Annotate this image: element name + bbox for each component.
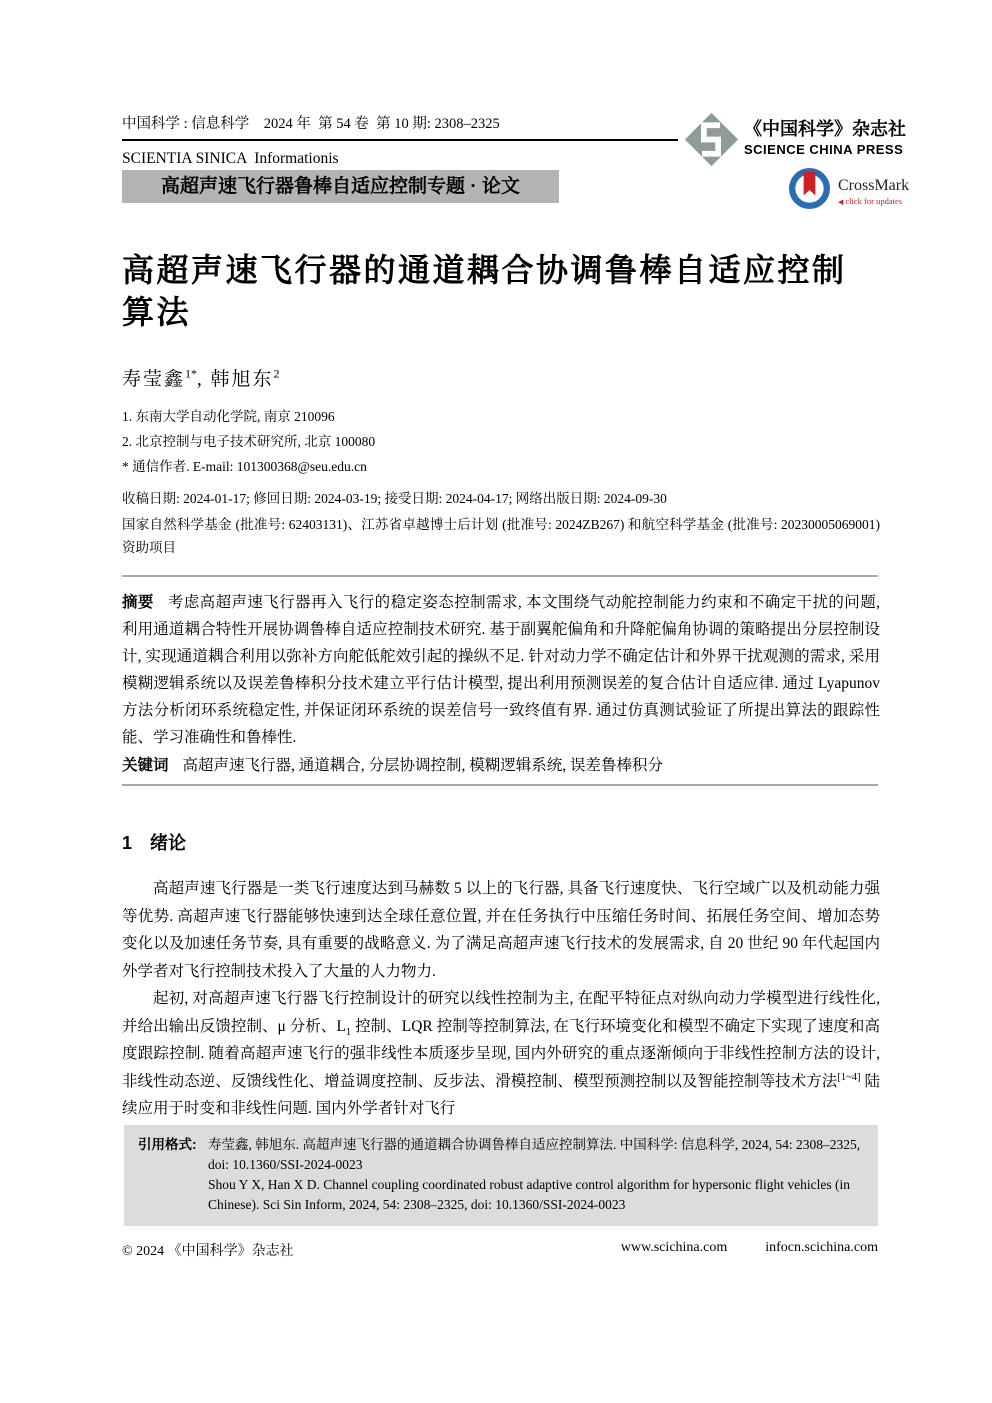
abstract-block	[122, 589, 880, 751]
citation-english: Shou Y X, Han X D. Channel coupling coordinated robust adaptive control algorithm for hypersonic flight vehicles (in Chinese). Sci Sin Inform, 2024, 54: 2308–2325, doi: 10.1360/SSI-2024-0023	[208, 1177, 850, 1212]
author-name: 韩旭东	[210, 369, 274, 390]
citation-chinese: 寿莹鑫, 韩旭东. 高超声速飞行器的通道耦合协调鲁棒自适应控制算法. 中国科学: 信息科学, 2024, 54: 2308–2325, doi: 10.1360/SSI-2024-0023	[208, 1137, 861, 1172]
main-content	[122, 829, 880, 1123]
crossmark-text-block	[838, 177, 909, 206]
press-name-en: SCIENCE CHINA PRESS	[744, 142, 904, 157]
crossmark-icon	[788, 167, 831, 215]
paper-title-line-1: 高超声速飞行器的通道耦合协调鲁棒自适应控制	[122, 252, 847, 288]
authors-line	[122, 364, 280, 391]
keywords-block	[122, 753, 880, 775]
citation-label: 引用格式:	[138, 1137, 197, 1152]
keywords-text: 高超声速飞行器, 通道耦合, 分层协调控制, 模糊逻辑系统, 误差鲁棒积分	[182, 757, 664, 774]
science-china-press-logo-icon	[683, 111, 740, 168]
copyright-notice: © 2024 《中国科学》杂志社	[122, 1244, 294, 1259]
press-name-block	[744, 118, 906, 157]
divider-bottom	[122, 784, 878, 786]
header-rule	[122, 139, 678, 141]
dates-line: 收稿日期: 2024-01-17; 修回日期: 2024-03-19; 接受日期: 2024-04-17; 网络出版日期: 2024-09-30	[122, 491, 667, 506]
body-paragraph-2: 起初, 对高超声速飞行器飞行控制设计的研究以线性控制为主, 在配平特征点对纵向动力学模型进行线性化, 并给出输出反馈控制、μ 分析、$L_1$ 控制、LQR 控制等控制算法, 在飞行环境变化和模型不确定下实现了速度和高度跟踪控制. 随着高超声速飞行的强非线性本质逐步呈现, 国内外研究的重点逐渐倾向于非线性控制方法的设计, 非线性动态逆、反馈线性化、增益调度控制、反步法、滑模控制、模型预测控制以及智能控制等技术方法[1~4] 陆续应用于时变和非线性问题. 国内外学者针对飞行	[122, 990, 880, 1117]
crossmark-label: CrossMark	[838, 176, 910, 194]
author-superscript: 1*	[185, 366, 198, 381]
crossmark-subtext: ◀ click for updates	[838, 195, 903, 206]
author-separator: ,	[197, 369, 211, 390]
affiliation-item-correspondence[interactable]: * 通信作者. E-mail: 101300368@seu.edu.cn	[122, 459, 367, 474]
affiliation-item: 1. 东南大学自动化学院, 南京 210096	[122, 409, 335, 424]
journal-latin-title: SCIENTIA SINICA Informationis	[122, 150, 339, 167]
footer-links	[621, 1240, 878, 1260]
section-number: 1	[122, 833, 133, 853]
inline-math-subscript: 1	[345, 1026, 352, 1038]
keywords-label: 关键词	[122, 757, 169, 774]
paper-title-line-2: 算法	[122, 294, 192, 330]
footer-link-scichina[interactable]: www.scichina.com	[620, 1240, 728, 1255]
divider-top	[122, 575, 878, 577]
crossmark-arrow-icon: ◀	[838, 197, 844, 206]
footer-link-infocn[interactable]: infocn.scichina.com	[765, 1240, 878, 1255]
paper-title	[122, 249, 892, 333]
header-journal-info: 中国科学 : 信息科学 2024 年 第 54 卷 第 10 期: 2308–2325	[122, 116, 500, 132]
affiliation-list	[122, 404, 375, 479]
abstract-text: 考虑高超声速飞行器再入飞行的稳定姿态控制需求, 本文围绕气动舵控制能力约束和不确定干扰的问题, 利用通道耦合特性开展协调鲁棒自适应控制技术研究. 基于副翼舵偏角和升降舵偏角协调的策略提出分层控制设计, 实现通道耦合利用以弥补方向舵低舵效引起的操纵不足. 针对动力学不确定估计和外界干扰观测的需求, 采用模糊逻辑系统以及误差鲁棒积分技术建立平行估计模型, 提出利用预测误差的复合估计自适应律. 通过 Lyapunov 方法分析闭环系统稳定性, 并保证闭环系统的误差信号一致终值有界. 通过仿真测试验证了所提出算法的跟踪性能、学习准确性和鲁棒性.	[122, 594, 880, 746]
section-title: 绪论	[150, 833, 187, 853]
citation-body	[206, 1135, 864, 1215]
reference-marker[interactable]: [1~4]	[837, 1071, 861, 1083]
press-name-zh: 《中国科学》杂志社	[744, 119, 906, 139]
citation-box	[124, 1125, 878, 1226]
author-name: 寿莹鑫	[122, 369, 186, 390]
section-heading	[122, 829, 880, 855]
author-superscript: 2	[273, 366, 280, 381]
page-footer	[122, 1240, 878, 1260]
funding-note: 国家自然科学基金 (批准号: 62403131)、江苏省卓越博士后计划 (批准号: 2024ZB267) 和航空科学基金 (批准号: 20230005069001) 资助项目	[122, 517, 880, 555]
body-paragraph-1: 高超声速飞行器是一类飞行速度达到马赫数 5 以上的飞行器, 具备飞行速度快、飞行空域广以及机动能力强等优势. 高超声速飞行器能够快速到达全球任意位置, 并在任务执行中压缩任务时间、拓展任务空间、增加态势变化以及加速任务节奏, 具有重要的战略意义. 为了满足高超声速飞行技术的发展需求, 自 20 世纪 90 年代起国内外学者对飞行控制技术投入了大量的人力物力.	[122, 880, 880, 980]
affiliation-item: 2. 北京控制与电子技术研究所, 北京 100080	[122, 434, 376, 449]
abstract-label: 摘要	[122, 594, 154, 611]
topic-banner: 高超声速飞行器鲁棒自适应控制专题 · 论文	[122, 170, 559, 203]
crossmark-badge[interactable]	[788, 167, 909, 215]
